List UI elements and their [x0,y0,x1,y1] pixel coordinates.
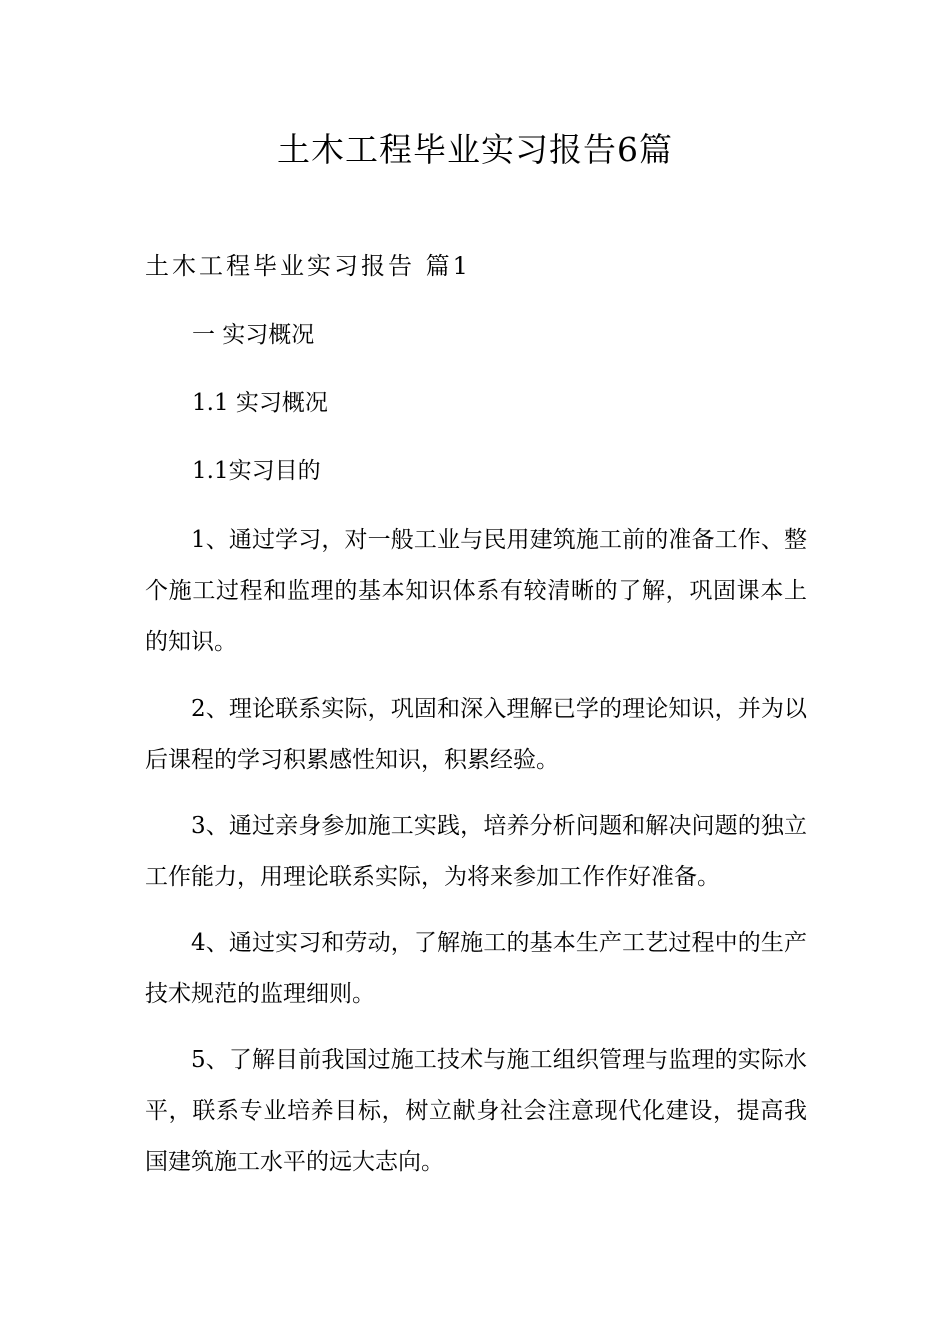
paragraph-5: 5、了解目前我国过施工技术与施工组织管理与监理的实际水平，联系专业培养目标，树立献身社会注意现代化建设，提高我国建筑施工水平的远大志向。 [145,1047,807,1175]
section-heading: 土木工程毕业实习报告 篇1 [145,252,471,280]
paragraph-4: 4、通过实习和劳动，了解施工的基本生产工艺过程中的生产技术规范的监理细则。 [145,930,807,1007]
paragraph-1: 1、通过学习，对一般工业与民用建筑施工前的准备工作、整个施工过程和监理的基本知识体系有较清晰的了解，巩固课本上的知识。 [145,527,807,655]
document-title: 土木工程毕业实习报告6篇 [277,130,673,169]
outline-level2: 1.1 实习概况 [192,390,328,416]
paragraph-3: 3、通过亲身参加施工实践，培养分析问题和解决问题的独立工作能力，用理论联系实际，为将来参加工作作好准备。 [145,813,807,890]
outline-level1: 一 实习概况 [192,322,315,348]
paragraph-2: 2、理论联系实际，巩固和深入理解已学的理论知识，并为以后课程的学习积累感性知识，积累经验。 [145,696,807,773]
outline-level3: 1.1实习目的 [192,458,321,484]
